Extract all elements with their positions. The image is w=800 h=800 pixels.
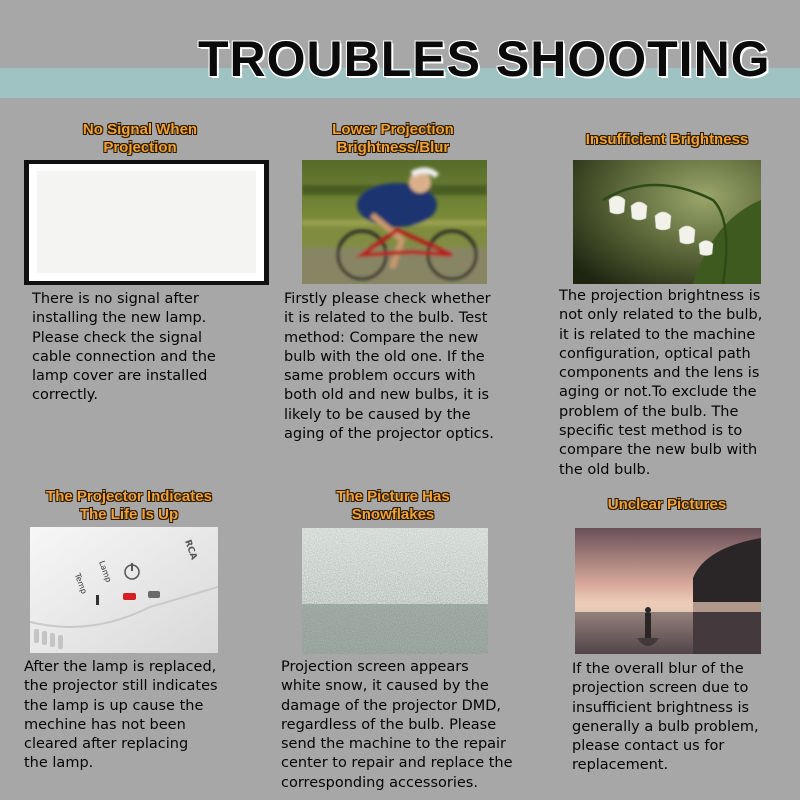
text-line: the projector still indicates [24, 678, 218, 695]
title-line: Unclear Pictures [607, 496, 727, 513]
cell-text-unclear-pictures [572, 660, 792, 776]
snowflakes-image [302, 528, 488, 654]
title-line: The Life Is Up [79, 506, 179, 523]
title-line: Brightness/Blur [336, 139, 450, 156]
title-line: Projection [103, 139, 177, 156]
text-line: damage of the projector DMD, [281, 697, 502, 714]
text-line: mechine has not been [24, 716, 186, 733]
cell-text-life-is-up [24, 658, 264, 774]
text-line: regardless of the bulb. Please [281, 716, 497, 733]
text-line: not only related to the bulb, [559, 307, 763, 324]
title-line: Snowflakes [351, 506, 435, 523]
blank-screen-image [24, 160, 269, 285]
text-line: both old and new bulbs, it is [284, 387, 490, 404]
cell-title-no-signal [30, 121, 250, 157]
text-line: projection screen due to [572, 680, 749, 697]
cell-title-snowflakes [283, 488, 503, 524]
cell-text-lower-projection [284, 290, 529, 444]
text-line: bulb with the old one. If the [284, 348, 485, 365]
text-line: cleared after replacing [24, 736, 189, 753]
text-line: Firstly please check whether [284, 291, 491, 307]
cell-title-unclear-pictures [562, 496, 772, 514]
text-line: generally a bulb problem, [572, 718, 759, 735]
cell-text-no-signal [32, 290, 272, 406]
text-line: cable connection and the [32, 348, 216, 365]
text-line: There is no signal after [32, 291, 199, 307]
text-line: components and the lens is [559, 365, 760, 382]
sunset-lake-image [575, 528, 761, 654]
text-line: lamp cover are installed [32, 368, 208, 385]
text-line: the old bulb. [559, 461, 651, 478]
text-line: center to repair and replace the [281, 755, 513, 772]
text-line: installing the new lamp. [32, 310, 207, 327]
blurred-cyclist-image [302, 160, 487, 284]
text-line: specific test method is to [559, 423, 743, 440]
text-line: Projection screen appears [281, 659, 469, 675]
brand-logo: RCA [182, 538, 199, 562]
text-line: the lamp. [24, 755, 94, 772]
text-line: After the lamp is replaced, [24, 659, 217, 675]
text-line: the lamp is up cause the [24, 697, 204, 714]
text-line: method: Compare the new [284, 329, 479, 346]
projector-panel-image [30, 527, 218, 653]
title-line: Lower Projection [332, 121, 454, 138]
text-line: correctly. [32, 387, 98, 404]
text-line: same problem occurs with [284, 368, 476, 385]
title-line: The Picture Has [336, 488, 450, 505]
text-line: it is related to the bulb. Test [284, 310, 488, 327]
text-line: likely to be caused by the [284, 406, 471, 423]
cell-text-insufficient-brightness [559, 287, 799, 480]
text-line: send the machine to the repair [281, 736, 507, 753]
text-line: The projection brightness is [559, 288, 761, 304]
cell-text-snowflakes [281, 658, 541, 793]
title-line: No Signal When [82, 121, 198, 138]
text-line: replacement. [572, 757, 669, 774]
cell-title-insufficient-brightness [562, 131, 772, 149]
cell-title-lower-projection [283, 121, 503, 157]
cell-title-life-is-up [18, 488, 240, 524]
text-line: problem of the bulb. The [559, 403, 739, 420]
lamp-label: Lamp [97, 559, 114, 584]
page-title: TROUBLES SHOOTING [198, 31, 771, 87]
lily-of-the-valley-image [573, 160, 761, 284]
text-line: compare the new bulb with [559, 442, 758, 459]
text-line: Please check the signal [32, 329, 203, 346]
text-line: aging of the projector optics. [284, 426, 494, 443]
text-line: If the overall blur of the [572, 661, 744, 677]
text-line: insufficient brightness is [572, 699, 750, 716]
text-line: corresponding accessories. [281, 774, 478, 791]
text-line: it is related to the machine [559, 326, 756, 343]
title-line: The Projector Indicates [46, 488, 212, 505]
text-line: please contact us for [572, 738, 725, 755]
text-line: aging or not.To exclude the [559, 384, 757, 401]
text-line: white snow, it caused by the [281, 678, 489, 695]
title-line: Insufficient Brightness [585, 131, 749, 148]
text-line: configuration, optical path [559, 345, 751, 362]
temp-label: Temp [72, 571, 89, 596]
